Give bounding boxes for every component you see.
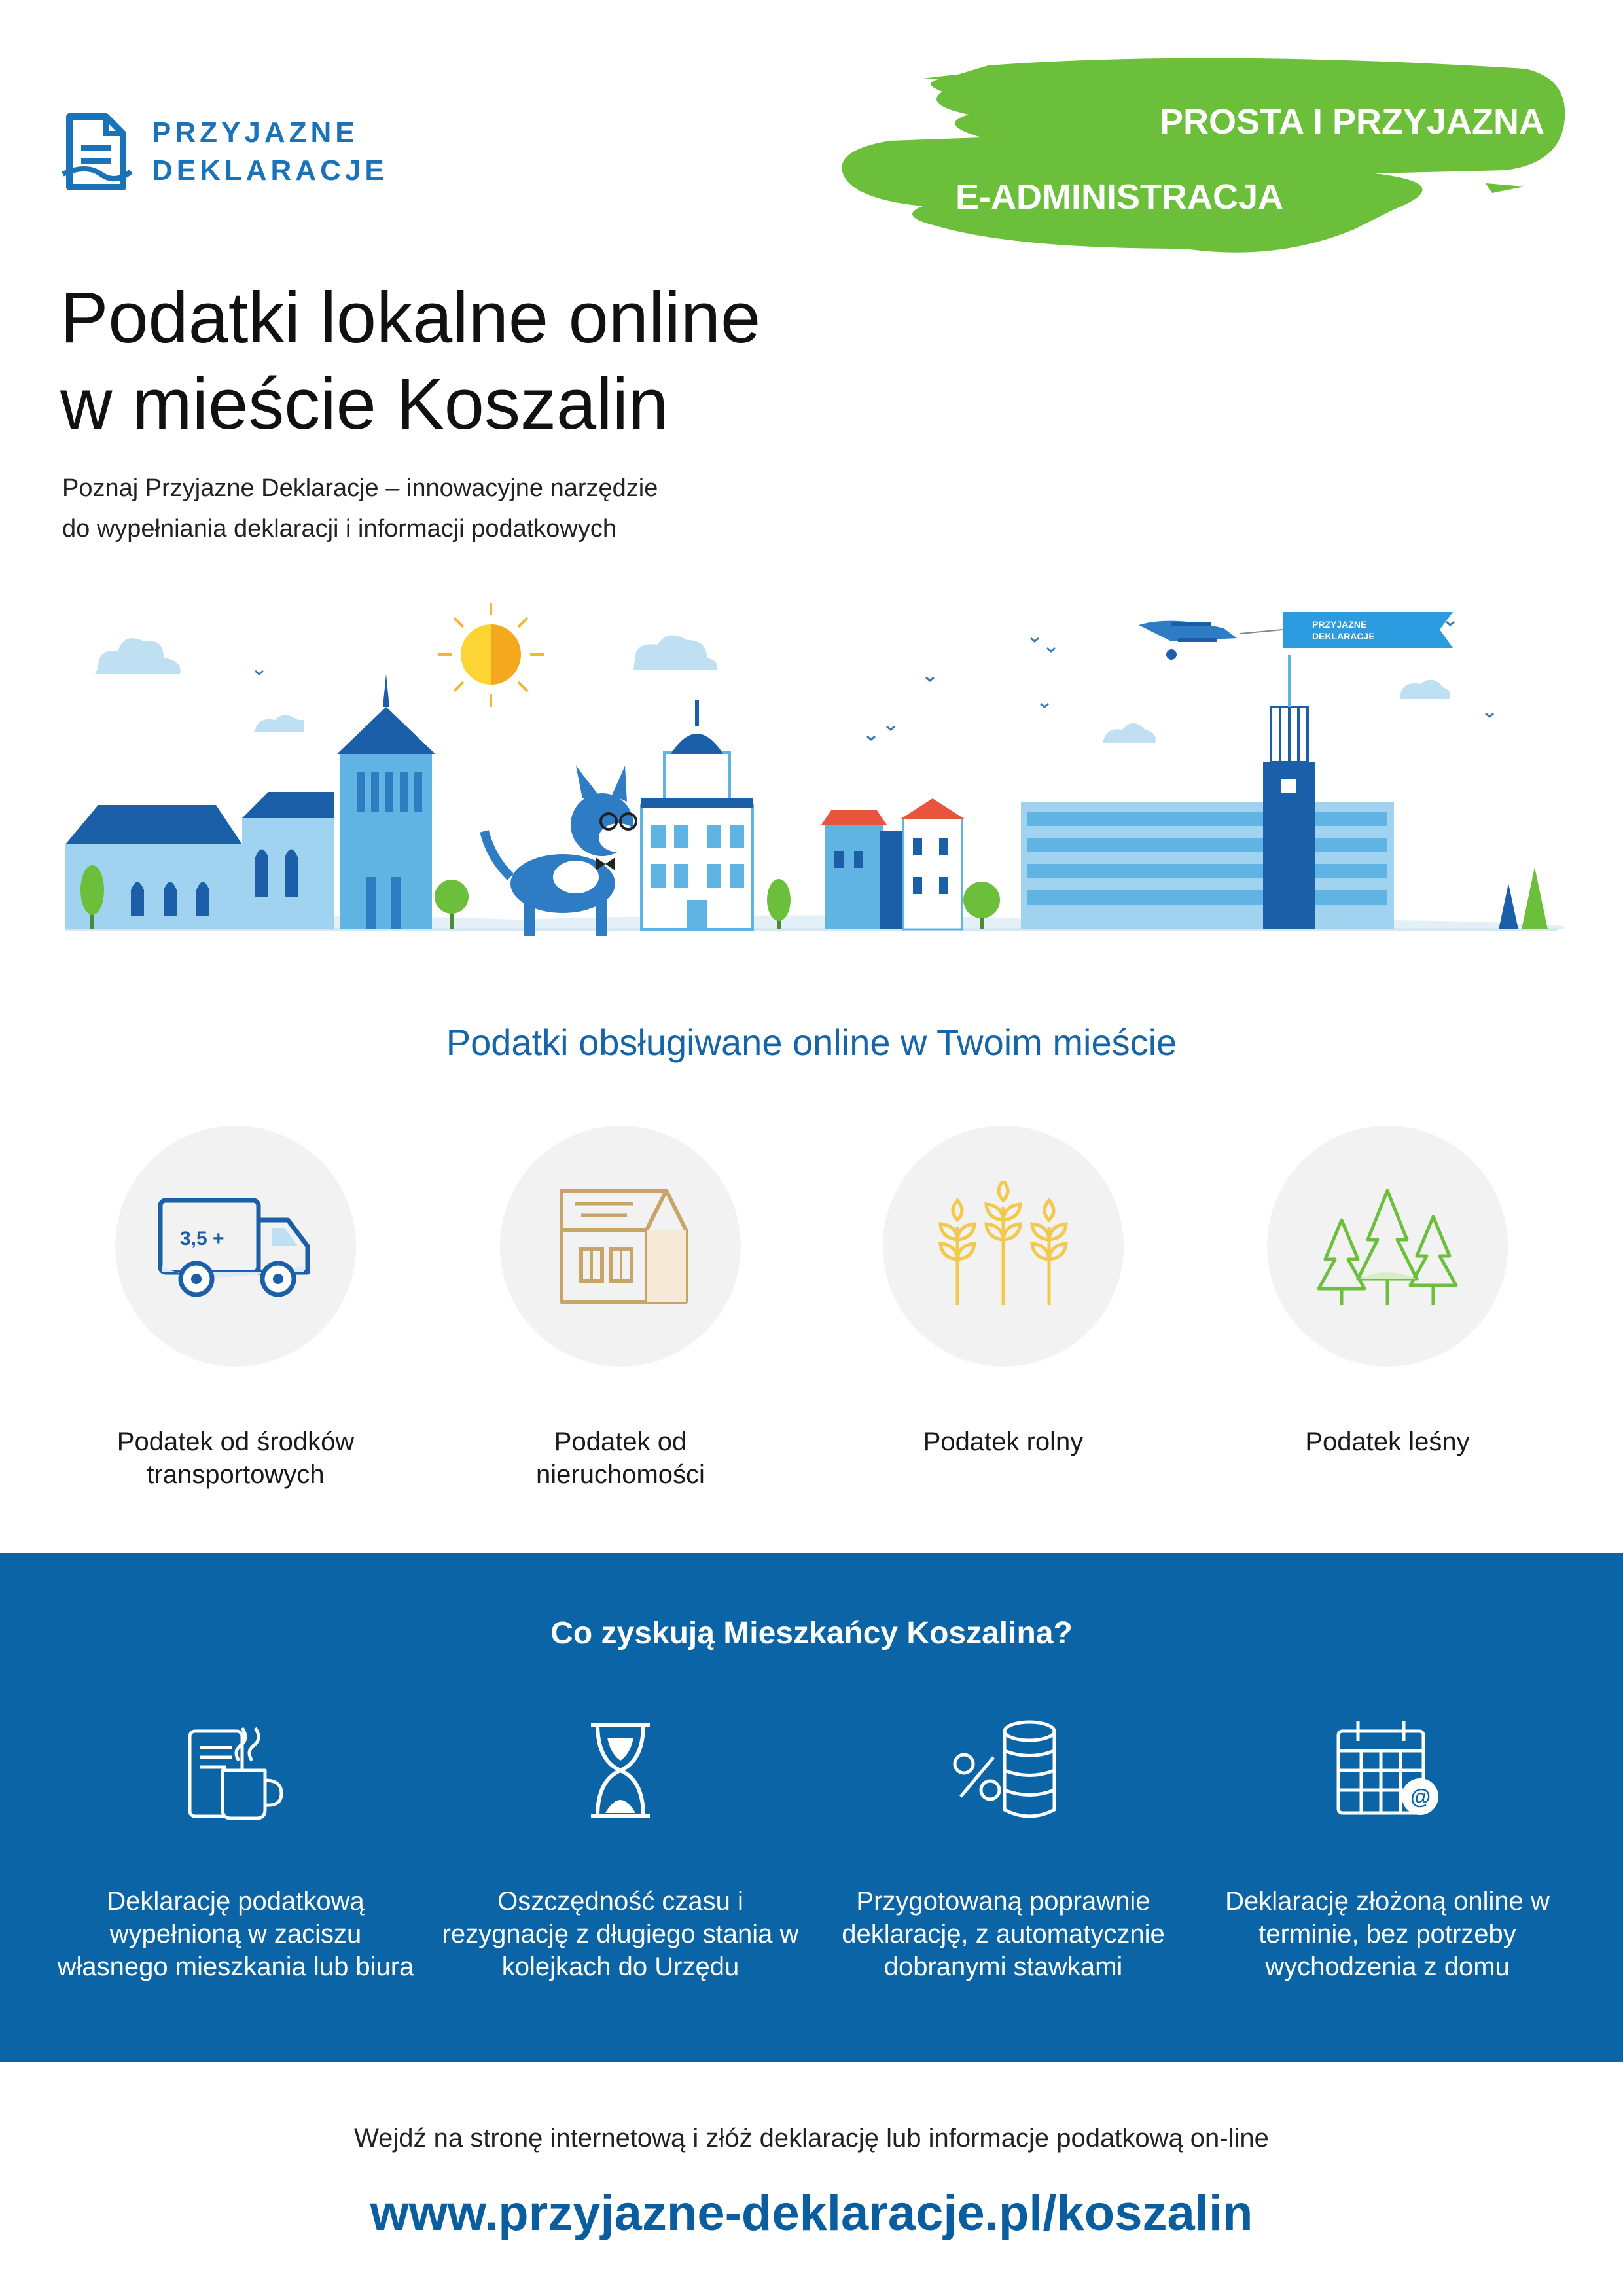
church-building [65, 674, 435, 929]
city-illustration [59, 602, 1564, 969]
tax-label: Podatek rolny [923, 1427, 1084, 1456]
tablet-cup-icon [180, 1715, 291, 1826]
tax-item-transport [52, 1126, 419, 1491]
svg-text:@: @ [1410, 1785, 1431, 1808]
benefit-text: Deklarację złożoną online w terminie, bez potrzeby wychodzenia z domu [1225, 1887, 1550, 1981]
subtitle-line2: do wypełniania deklaracji i informacji podatkowych [62, 515, 616, 543]
office-building [1021, 655, 1394, 929]
benefit-item [820, 1715, 1186, 1983]
dog-mascot [484, 766, 638, 936]
tax-icon-circle [883, 1126, 1124, 1367]
website-link[interactable]: www.przyjazne-deklaracje.pl/koszalin [370, 2185, 1253, 2241]
townhouses [821, 798, 965, 929]
document-icon [60, 111, 134, 192]
percent-coins-icon [938, 1715, 1069, 1826]
logo-line2: DEKLARACJE [152, 154, 388, 187]
footer-text: Wejdź na stronę internetową i złóż deklarację lub informacje podatkową on-line [354, 2124, 1269, 2153]
wheat-icon [925, 1181, 1082, 1312]
logo [60, 111, 388, 192]
tax-icon-circle [500, 1126, 741, 1367]
tax-icon-circle [115, 1126, 356, 1367]
town-hall-building [641, 700, 753, 929]
tax-label: Podatek od nieruchomości [536, 1427, 705, 1489]
banner-line2: DEKLARACJE [1312, 631, 1375, 641]
pine-tree-icon [1499, 867, 1548, 929]
slogan-line1: PROSTA I PRZYJAZNA [1159, 102, 1544, 141]
benefit-text: Deklarację podatkową wypełnioną w zaciszu własnego mieszkania lub biura [57, 1887, 414, 1981]
tax-item-forest [1204, 1126, 1571, 1458]
hourglass-icon [565, 1715, 676, 1826]
subtitle [62, 468, 658, 549]
tax-icon-circle [1267, 1126, 1508, 1367]
slogan-line2: E-ADMINISTRACJA [955, 177, 1284, 217]
truck-icon [147, 1181, 324, 1312]
logo-line1: PRZYJAZNE [152, 117, 359, 149]
trees-icon [1306, 1181, 1469, 1312]
benefit-item [1204, 1715, 1571, 1983]
tax-item-agricultural [820, 1126, 1186, 1458]
tax-label: Podatek od środków transportowych [116, 1427, 355, 1489]
tax-label: Podatek leśny [1305, 1427, 1470, 1456]
airplane-banner [1139, 612, 1453, 660]
tax-item-property [437, 1126, 804, 1491]
green-brush-shape [818, 52, 1571, 275]
benefit-item [52, 1715, 419, 1983]
benefits-title: Co zyskują Mieszkańcy Koszalina? [550, 1616, 1073, 1651]
benefit-text: Oszczędność czasu i rezygnację z długiego stania w kolejkach do Urzędu [442, 1887, 799, 1981]
sun-icon [438, 603, 544, 707]
page-title-line2: w mieście Koszalin [60, 364, 669, 444]
cloud-icon [95, 635, 1450, 743]
benefit-item [437, 1715, 804, 1983]
subtitle-line1: Poznaj Przyjazne Deklaracje – innowacyjne narzędzie [62, 475, 658, 502]
page-title [60, 275, 760, 448]
house-icon [535, 1177, 705, 1315]
page-title-line1: Podatki lokalne online [60, 278, 761, 358]
calendar-at-icon [1329, 1715, 1446, 1826]
truck-badge: 3,5 + [180, 1228, 224, 1249]
logo-text [152, 114, 388, 190]
taxes-section-title: Podatki obsługiwane online w Twoim mieście [446, 1022, 1177, 1063]
banner-line1: PRZYJAZNE [1312, 619, 1367, 630]
benefit-text: Przygotowaną poprawnie deklarację, z automatycznie dobranymi stawkami [842, 1887, 1165, 1981]
